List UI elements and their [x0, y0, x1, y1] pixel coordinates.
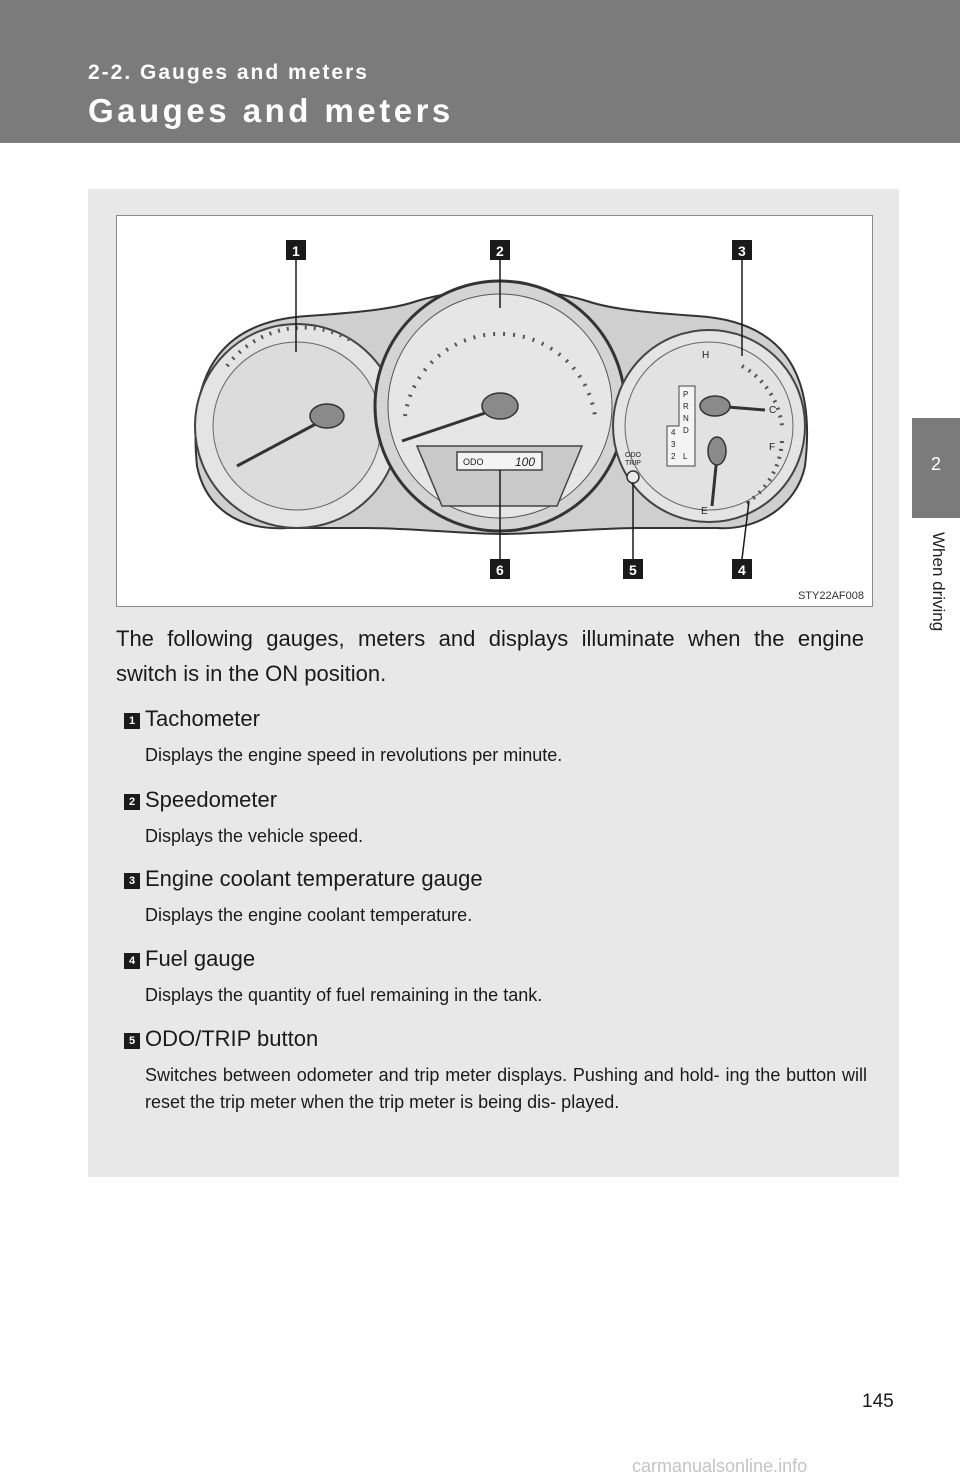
fuel-mark-e: E	[701, 506, 708, 517]
page-header	[0, 0, 960, 143]
svg-text:2: 2	[496, 243, 504, 259]
item-name: Tachometer	[145, 706, 260, 731]
item-name: Fuel gauge	[145, 946, 256, 971]
odometer-label: ODO	[463, 457, 484, 467]
callout-3	[732, 240, 752, 260]
svg-text:R: R	[683, 402, 689, 411]
intro-paragraph: The following gauges, meters and displays illuminate when the engine switch is in the ON position.	[116, 626, 864, 686]
svg-text:4: 4	[671, 428, 676, 437]
item-description: Displays the vehicle speed.	[145, 826, 364, 846]
item-number-badge: 5	[124, 1033, 140, 1049]
item-name: ODO/TRIP button	[145, 1026, 319, 1051]
temp-mark-c: C	[769, 405, 777, 416]
svg-text:1: 1	[292, 243, 300, 259]
svg-text:N: N	[683, 414, 689, 423]
svg-text:3: 3	[671, 440, 676, 449]
fuel-hub	[708, 437, 726, 465]
item-name: Speedometer	[145, 787, 278, 812]
callout-6	[490, 559, 510, 579]
item-description: Displays the engine coolant temperature.	[145, 905, 473, 925]
item-description: Displays the quantity of fuel remaining in the tank.	[145, 985, 543, 1005]
callout-1	[286, 240, 306, 260]
figure-code: STY22AF008	[797, 590, 864, 602]
svg-text:2: 2	[671, 452, 676, 461]
tachometer-hub	[310, 404, 344, 428]
item-number-badge: 4	[124, 953, 140, 969]
item-description: Displays the engine speed in revolutions per minute.	[145, 745, 563, 765]
svg-text:P: P	[683, 390, 689, 399]
page-title: Gauges and meters	[88, 92, 454, 129]
fuel-mark-f: F	[769, 442, 776, 453]
item-number-badge: 2	[124, 794, 140, 810]
instrument-cluster-figure	[116, 215, 873, 607]
svg-text:3: 3	[738, 243, 746, 259]
cluster-illustration	[117, 216, 872, 606]
svg-text:5: 5	[629, 562, 637, 578]
item-number-badge: 1	[124, 713, 140, 729]
svg-text:D: D	[683, 426, 689, 435]
temp-mark-h: H	[702, 350, 710, 361]
chapter-label: When driving	[929, 532, 948, 632]
item-number-badge: 3	[124, 873, 140, 889]
svg-text:L: L	[683, 452, 688, 461]
svg-text:4: 4	[738, 562, 746, 578]
chapter-tab[interactable]: 2	[912, 418, 960, 518]
footer-watermark: carmanualsonline.info	[632, 1456, 808, 1476]
temperature-hub	[700, 396, 730, 416]
section-heading: 2-2. Gauges and meters	[88, 61, 369, 84]
page-number: 145	[862, 1391, 894, 1412]
odo-trip-button	[627, 471, 639, 483]
button-label-odo: ODO	[625, 452, 641, 459]
item-description: Switches between odometer and trip meter displays. Pushing and hold- ing the button will reset the trip meter when the trip meter is being dis- played.	[145, 1065, 867, 1112]
callout-4	[732, 559, 752, 579]
speedometer-hub	[482, 393, 518, 419]
callout-2	[490, 240, 510, 260]
item-name: Engine coolant temperature gauge	[145, 866, 483, 891]
callout-5	[623, 559, 643, 579]
button-label-trip: TRIP	[625, 460, 641, 467]
svg-text:6: 6	[496, 562, 504, 578]
odometer-value: 100	[515, 455, 536, 469]
